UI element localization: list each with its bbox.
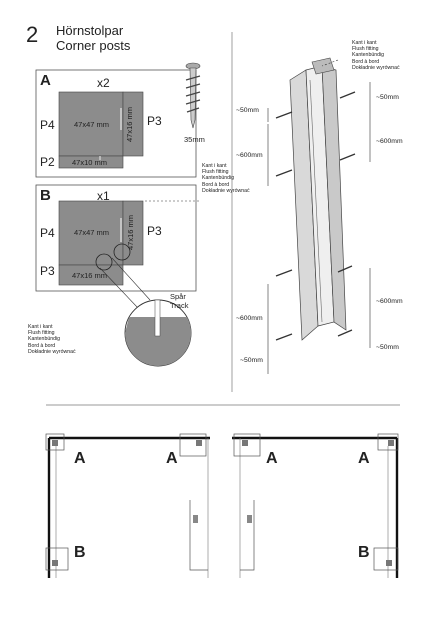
flush-note-line: Flush fitting (28, 330, 55, 337)
detail-a-dim-side: 47x16 mm (125, 106, 134, 142)
post-dim-bottom-left-50: ~50mm (240, 357, 263, 364)
post-dim-top-right-600: ~600mm (376, 138, 403, 145)
step-number: 2 (26, 22, 39, 47)
track-zoom-slot (155, 300, 160, 336)
post-dim-top-right-50: ~50mm (376, 94, 399, 101)
flush-note-line: Kant i kant (202, 163, 227, 169)
detail-a-dim-main: 47x47 mm (74, 120, 110, 129)
floor-plan-left (46, 434, 210, 578)
flush-note-line: Bord à bord (202, 181, 230, 188)
plan-left-label-top-right: A (166, 450, 178, 467)
detail-b-quantity: x1 (97, 189, 110, 203)
post-dim-bottom-left-600: ~600mm (236, 315, 263, 322)
plan-right-label-top-right: A (358, 450, 370, 467)
post-note-line: Kant i kant (352, 40, 377, 46)
post-dim-bottom-right-50: ~50mm (376, 344, 399, 351)
post-dim-bottom-right-600: ~600mm (376, 298, 403, 305)
post-note-line: Dokładnie wyrównać (352, 64, 400, 71)
detail-a-quantity: x2 (97, 76, 110, 90)
detail-b-dim-side: 47x16 mm (126, 214, 135, 250)
detail-a-part-left: P4 (40, 118, 55, 132)
corner-post-assembly (290, 58, 346, 340)
step-title-english: Corner posts (56, 38, 131, 53)
flush-note-detail (202, 163, 250, 194)
detail-b-label: B (40, 187, 51, 204)
floor-plan-right (232, 434, 398, 578)
flush-note-line: Dokładnie wyrównać (202, 187, 250, 194)
detail-a-label: A (40, 72, 51, 89)
flush-note-line: Kantenbündig (28, 336, 61, 343)
detail-b-part-right: P3 (147, 224, 162, 238)
post-dim-top-left-50: ~50mm (236, 107, 259, 114)
flush-note-line: Bord à bord (28, 342, 56, 349)
post-note-line: Bord à bord (352, 58, 380, 65)
track-callout-en: Track (170, 301, 189, 310)
post-flush-note (352, 40, 400, 71)
plan-right-label-bottom-right: B (358, 544, 370, 561)
detail-b-dim-bottom: 47x16 mm (72, 271, 108, 280)
flush-note-lower (28, 324, 76, 355)
screw-icon (186, 63, 200, 128)
detail-a-part-right: P3 (147, 114, 162, 128)
detail-a-dim-bottom: 47x10 mm (72, 158, 108, 167)
plan-left-label-bottom-left: B (74, 544, 86, 561)
flush-note-line: Kantenbündig (202, 175, 235, 182)
step-title-swedish: Hörnstolpar (56, 23, 124, 38)
post-note-line: Kantenbündig (352, 52, 385, 59)
track-callout (170, 292, 188, 310)
plan-left-label-top-left: A (74, 450, 86, 467)
screw-length: 35mm (184, 135, 205, 144)
detail-b-part-bottom: P3 (40, 264, 55, 278)
detail-b-part-left: P4 (40, 226, 55, 240)
detail-a-part-bottom: P2 (40, 155, 55, 169)
flush-note-line: Flush fitting (202, 169, 229, 176)
flush-note-line: Kant i kant (28, 324, 53, 330)
flush-note-line: Dokładnie wyrównać (28, 348, 76, 355)
track-callout-sv: Spår (170, 292, 186, 301)
post-note-line: Flush fitting (352, 46, 379, 53)
plan-right-label-top-left: A (266, 450, 278, 467)
post-dim-top-left-600: ~600mm (236, 152, 263, 159)
detail-b-dim-main: 47x47 mm (74, 228, 110, 237)
